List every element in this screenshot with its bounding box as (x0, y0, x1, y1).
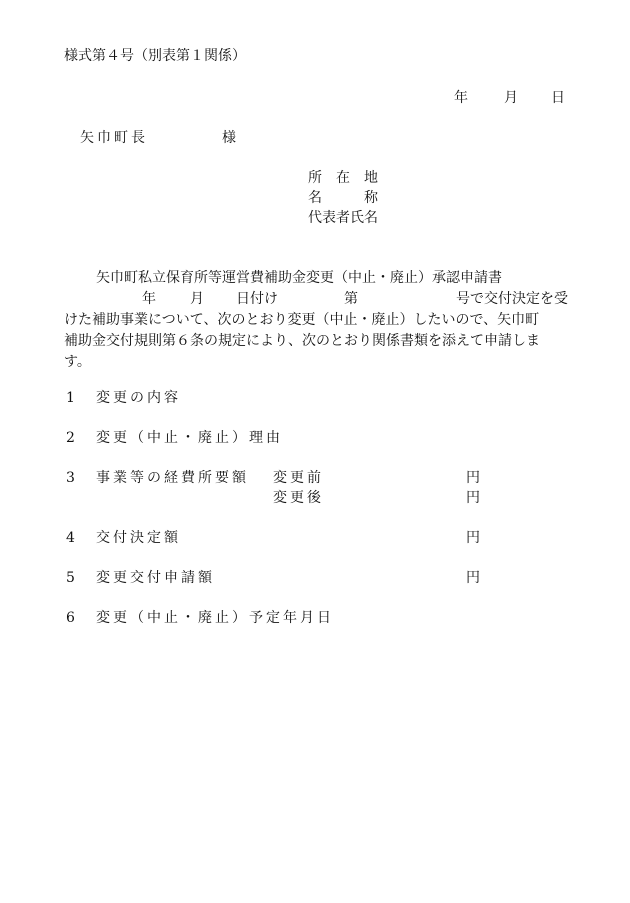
item-number: 1 (66, 390, 75, 406)
body-paragraph (64, 289, 584, 373)
item-label: 変更交付申請額 (96, 570, 215, 586)
item-label: 交付決定額 (96, 530, 181, 546)
item-label: 変更の内容 (96, 390, 181, 406)
item-number: 4 (66, 530, 75, 546)
form-number: 様式第４号（別表第１関係） (64, 48, 246, 64)
item-number: 6 (66, 610, 75, 626)
address-label: 所 在 地 (308, 170, 378, 186)
body-year: 年 (142, 291, 156, 307)
item-unit: 円 (466, 570, 480, 586)
body-line-1-end: 号で交付決定を受 (456, 291, 568, 307)
item-label: 事業等の経費所要額 (96, 470, 249, 486)
name-label: 名 称 (308, 190, 378, 206)
item-label: 変更（中止・廃止）理由 (96, 430, 283, 446)
before-change-unit: 円 (466, 470, 480, 486)
body-line-3: 補助金交付規則第６条の規定により、次のとおり関係書類を添えて申請しま (64, 333, 540, 349)
body-day: 日付け (236, 291, 278, 307)
date-month: 月 (504, 90, 518, 106)
addressee-name: 矢巾町長 (80, 130, 148, 146)
after-change-unit: 円 (466, 490, 480, 506)
item-label: 変更（中止・廃止）予定年月日 (96, 610, 334, 626)
date-day: 日 (551, 90, 565, 106)
date-year: 年 (454, 90, 468, 106)
body-line-2: けた補助事業について、次のとおり変更（中止・廃止）したいので、矢巾町 (64, 312, 540, 328)
body-line-4: す。 (64, 354, 91, 370)
item-unit: 円 (466, 530, 480, 546)
addressee-honorific: 様 (222, 130, 236, 146)
item-number: 5 (66, 570, 75, 586)
body-line-1 (64, 289, 584, 310)
body-number-prefix: 第 (344, 291, 358, 307)
item-number: 2 (66, 430, 75, 446)
document-title: 矢巾町私立保育所等運営費補助金変更（中止・廃止）承認申請書 (96, 270, 502, 286)
before-change-label: 変更前 (273, 470, 324, 486)
body-month: 月 (190, 291, 204, 307)
after-change-label: 変更後 (273, 490, 324, 506)
item-number: 3 (66, 470, 75, 486)
representative-label: 代表者氏名 (308, 210, 378, 226)
